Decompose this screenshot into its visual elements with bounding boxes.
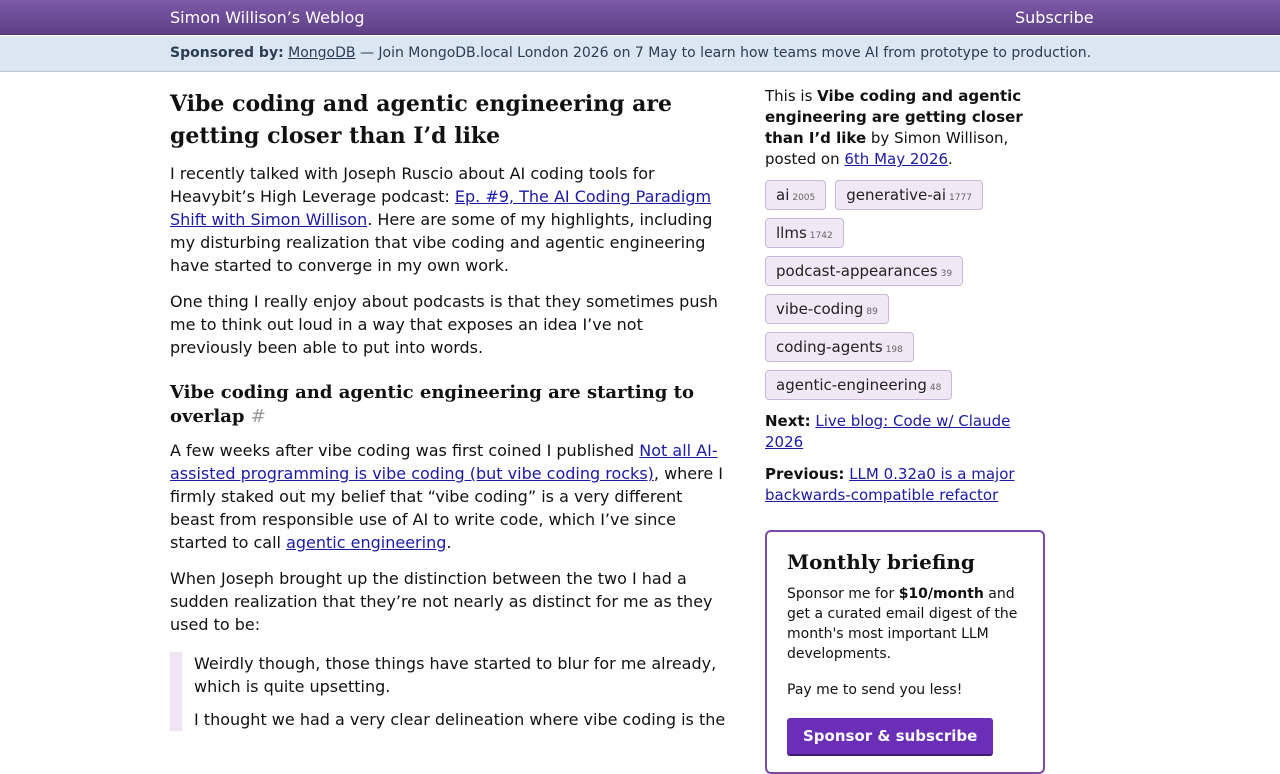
article-paragraph-2: One thing I really enjoy about podcasts is that they sometimes push me to think out loud in a way that exposes an idea I’ve not previously been able to put into words. bbox=[170, 292, 718, 357]
tag-ai[interactable] bbox=[765, 180, 826, 210]
article-paragraph-1 bbox=[170, 162, 726, 277]
sponsor-message: — Join MongoDB.local London 2026 on 7 May to learn how teams move AI from prototype to production. bbox=[355, 45, 1092, 61]
section-heading-text: Vibe coding and agentic engineering are starting to overlap bbox=[170, 382, 694, 427]
site-header bbox=[0, 0, 1280, 35]
paragraph-text: I recently talked with Joseph Ruscio about AI coding tools for Heavybit’s High Leverage podcast: bbox=[170, 164, 655, 206]
sponsor-link[interactable]: MongoDB bbox=[288, 45, 356, 61]
section-heading bbox=[170, 381, 726, 429]
tag-llms[interactable] bbox=[765, 218, 844, 248]
sponsor-banner bbox=[0, 36, 1280, 72]
next-label: Next: bbox=[765, 412, 811, 430]
previous-post-link[interactable]: LLM 0.32a0 is a major backwards-compatible refactor bbox=[765, 465, 1015, 504]
tag-count: 2005 bbox=[792, 193, 816, 203]
post-meta bbox=[765, 86, 1045, 170]
tag-list bbox=[765, 180, 1045, 408]
tag-name: ai bbox=[776, 186, 790, 204]
tag-generative-ai[interactable] bbox=[835, 180, 983, 210]
paragraph-text: . bbox=[446, 533, 452, 552]
meta-prefix: This is bbox=[765, 87, 818, 105]
briefing-text: and get a curated email digest of the month's most important LLM developments. bbox=[787, 586, 1018, 662]
quote-paragraph-1: Weirdly though, those things have started to blur for me already, which is quite upsetting. bbox=[194, 654, 717, 696]
article-title: Vibe coding and agentic engineering are getting closer than I’d like bbox=[170, 91, 672, 149]
tag-name: agentic-engineering bbox=[776, 376, 927, 394]
paragraph-text: A few weeks after vibe coding was first coined I published bbox=[170, 441, 640, 460]
not-all-ai-link[interactable]: Not all AI-assisted programming is vibe coding (but vibe coding rocks) bbox=[170, 441, 718, 483]
briefing-title: Monthly briefing bbox=[787, 550, 975, 574]
tag-name: llms bbox=[776, 224, 807, 242]
subscribe-link[interactable]: Subscribe bbox=[1015, 8, 1094, 27]
tag-agentic-engineering[interactable] bbox=[765, 370, 952, 400]
tag-name: generative-ai bbox=[846, 186, 947, 204]
tag-coding-agents[interactable] bbox=[765, 332, 914, 362]
podcast-link[interactable]: Ep. #9, The AI Coding Paradigm Shift with Simon Willison bbox=[170, 187, 712, 229]
briefing-text: Sponsor me for bbox=[787, 586, 899, 602]
meta-end: . bbox=[948, 150, 953, 168]
tag-name: coding-agents bbox=[776, 338, 883, 356]
briefing-price: $10/month bbox=[898, 586, 984, 602]
tag-name: vibe-coding bbox=[776, 300, 864, 318]
monthly-briefing-box bbox=[765, 530, 1045, 774]
tag-count: 89 bbox=[866, 307, 878, 317]
tag-count: 48 bbox=[929, 383, 942, 393]
sidebar bbox=[765, 86, 1045, 774]
section-anchor-link[interactable]: # bbox=[250, 406, 266, 427]
paragraph-text: , where I firmly staked out my belief that “vibe coding” is a very different beast from responsible use of AI to write code, which I’ve since started to call bbox=[170, 464, 724, 552]
next-post-link[interactable]: Live blog: Code w/ Claude 2026 bbox=[765, 412, 1011, 451]
previous-post bbox=[765, 464, 1045, 506]
article-paragraph-3 bbox=[170, 439, 726, 554]
tag-count: 1742 bbox=[809, 231, 833, 241]
agentic-engineering-link[interactable]: agentic engineering bbox=[286, 533, 447, 552]
sponsor-label: Sponsored by: bbox=[170, 45, 284, 61]
meta-title: Vibe coding and agentic engineering are getting closer than I’d like bbox=[765, 87, 1023, 147]
quote-paragraph-2: I thought we had a very clear delineation where vibe coding is the bbox=[194, 710, 726, 729]
briefing-description bbox=[787, 584, 1023, 664]
tag-name: podcast-appearances bbox=[776, 262, 938, 280]
tag-count: 1777 bbox=[949, 193, 972, 203]
tag-count: 39 bbox=[940, 269, 953, 279]
post-date-link[interactable]: 6th May 2026 bbox=[844, 150, 949, 168]
tag-count: 198 bbox=[885, 345, 903, 355]
tag-podcast-appearances[interactable] bbox=[765, 256, 963, 286]
site-title-link[interactable]: Simon Willison’s Weblog bbox=[170, 8, 365, 27]
sponsor-subscribe-button[interactable]: Sponsor & subscribe bbox=[787, 718, 993, 756]
paragraph-text: . Here are some of my highlights, including my disturbing realization that vibe coding and agentic engineering have started to converge in my own work. bbox=[170, 210, 713, 275]
article bbox=[170, 88, 726, 741]
next-post bbox=[765, 411, 1045, 453]
quote-block bbox=[170, 652, 726, 731]
meta-byline: by Simon Willison, posted on bbox=[765, 129, 1009, 168]
article-paragraph-4: When Joseph brought up the distinction between the two I had a sudden realization that they’re not nearly as distinct for me as they used to be: bbox=[170, 569, 713, 634]
briefing-tagline: Pay me to send you less! bbox=[787, 682, 963, 698]
previous-label: Previous: bbox=[765, 465, 845, 483]
tag-vibe-coding[interactable] bbox=[765, 294, 889, 324]
